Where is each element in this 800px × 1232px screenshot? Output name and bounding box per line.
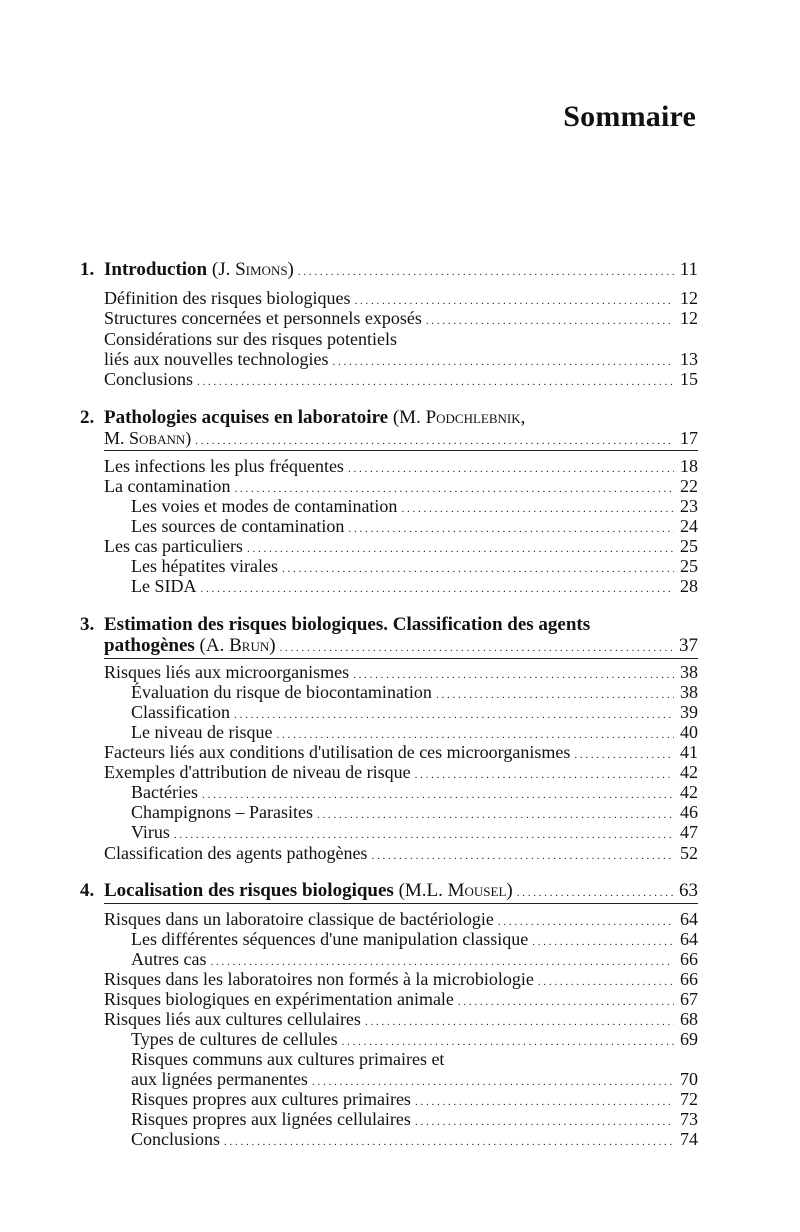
page-number: 24 xyxy=(680,516,698,536)
toc-item xyxy=(104,349,698,369)
toc-section-3 xyxy=(80,615,698,635)
toc-item xyxy=(104,969,698,989)
toc-item-label: Les cas particuliers xyxy=(104,536,243,556)
toc-subitem xyxy=(131,722,698,742)
toc-section-3-continued xyxy=(104,636,698,656)
toc-item-label: Risques dans un laboratoire classique de bactériologie xyxy=(104,909,494,929)
section-number: 1. xyxy=(80,259,95,280)
toc-item-label: Risques propres aux lignées cellulaires xyxy=(131,1109,411,1129)
page-number: 69 xyxy=(680,1029,698,1049)
section-number: 3. xyxy=(80,614,95,635)
page-number: 68 xyxy=(680,1009,698,1029)
toc-subitem xyxy=(131,1069,698,1089)
page-number: 41 xyxy=(680,742,698,762)
page-number: 63 xyxy=(679,880,698,901)
page-number: 25 xyxy=(680,556,698,576)
section-heading: Estimation des risques biologiques. Classification des agents xyxy=(104,614,591,635)
toc-item-label: Définition des risques biologiques xyxy=(104,288,351,308)
toc-subitem xyxy=(131,949,698,969)
toc-item-label: liés aux nouvelles technologies xyxy=(104,349,329,369)
section-divider xyxy=(104,658,698,659)
toc-subitem xyxy=(131,1109,698,1129)
page-number: 12 xyxy=(680,308,698,328)
toc-item-label: Les sources de contamination xyxy=(131,516,345,536)
section-divider xyxy=(104,450,698,451)
dot-leader xyxy=(517,881,673,903)
section-author: (A. Brun) xyxy=(199,635,276,656)
page-number: 67 xyxy=(680,989,698,1009)
section-divider xyxy=(104,903,698,904)
toc-item-label: Autres cas xyxy=(131,949,207,969)
toc-item-label: Exemples d'attribution de niveau de risque xyxy=(104,762,411,782)
toc-subitem xyxy=(131,1049,698,1069)
dot-leader xyxy=(197,369,672,392)
toc-subitem xyxy=(131,1089,698,1109)
toc-item-label: Le SIDA xyxy=(131,576,197,596)
section-heading: Localisation des risques biologiques xyxy=(104,880,394,901)
page-number: 18 xyxy=(680,456,698,476)
dot-leader xyxy=(195,428,671,451)
toc-item-label: Considérations sur des risques potentiels xyxy=(104,329,397,349)
toc-item-label: Conclusions xyxy=(104,369,194,389)
toc-subitem xyxy=(131,682,698,702)
section-author: (M. Podchlebnik, xyxy=(392,407,526,428)
section-heading-continued: pathogènes xyxy=(104,635,195,656)
toc-item xyxy=(104,329,698,349)
toc-item-label: La contamination xyxy=(104,476,231,496)
dot-leader xyxy=(371,843,674,866)
toc-item xyxy=(104,909,698,929)
toc-item-label: Risques liés aux cultures cellulaires xyxy=(104,1009,361,1029)
toc-item xyxy=(104,989,698,1009)
toc-item-label: Risques liés aux microorganismes xyxy=(104,662,350,682)
toc-section-2-continued xyxy=(104,428,698,448)
toc-subitem xyxy=(131,929,698,949)
toc-subitem xyxy=(131,822,698,842)
page-number: 13 xyxy=(680,349,698,369)
toc-section-1 xyxy=(80,260,698,280)
section-author: (J. Simons) xyxy=(211,259,294,280)
toc-item-label: Risques communs aux cultures primaires et xyxy=(131,1049,445,1069)
toc-item xyxy=(104,1009,698,1029)
toc-item xyxy=(104,742,698,762)
dot-leader xyxy=(201,576,672,599)
page-number: 52 xyxy=(680,843,698,863)
toc-item-label: Structures concernées et personnels exposés xyxy=(104,308,422,328)
toc-item xyxy=(104,456,698,476)
page-number: 15 xyxy=(680,369,698,389)
toc-item-label: Risques biologiques en expérimentation animale xyxy=(104,989,454,1009)
page-number: 37 xyxy=(679,635,698,656)
page-number: 47 xyxy=(680,822,698,842)
page-number: 40 xyxy=(680,722,698,742)
toc-item-label: Risques dans les laboratoires non formés à la microbiologie xyxy=(104,969,534,989)
section-number: 4. xyxy=(80,880,95,901)
toc-item-label: Virus xyxy=(131,822,170,842)
toc-subitem xyxy=(131,802,698,822)
section-author-continued: M. Sobann) xyxy=(104,428,192,448)
toc-subitem xyxy=(131,516,698,536)
toc-item xyxy=(104,308,698,328)
toc-item-label: Classification xyxy=(131,702,230,722)
toc-section-4 xyxy=(80,881,698,901)
toc-subitem xyxy=(131,1129,698,1149)
page-number: 38 xyxy=(680,662,698,682)
page-number: 46 xyxy=(680,802,698,822)
page-number: 38 xyxy=(680,682,698,702)
toc-subitem xyxy=(131,496,698,516)
page-number: 23 xyxy=(680,496,698,516)
page-number: 74 xyxy=(680,1129,698,1149)
toc-item-label: Classification des agents pathogènes xyxy=(104,843,368,863)
page-number: 66 xyxy=(680,969,698,989)
toc-item xyxy=(104,662,698,682)
page-number: 66 xyxy=(680,949,698,969)
toc-subitem xyxy=(131,782,698,802)
toc-item-label: Évaluation du risque de biocontamination xyxy=(131,682,432,702)
toc-item-label: Les voies et modes de contamination xyxy=(131,496,398,516)
page-number: 64 xyxy=(680,929,698,949)
toc-item xyxy=(104,843,698,863)
toc-item-label: Champignons – Parasites xyxy=(131,802,313,822)
dot-leader xyxy=(298,260,674,282)
toc-subitem xyxy=(131,556,698,576)
page-number: 42 xyxy=(680,782,698,802)
toc-item xyxy=(104,762,698,782)
toc-item-label: Le niveau de risque xyxy=(131,722,273,742)
page-number: 11 xyxy=(679,259,698,280)
toc-item-label: Conclusions xyxy=(131,1129,221,1149)
dot-leader xyxy=(224,1129,673,1152)
dot-leader xyxy=(280,636,673,658)
toc-section-2 xyxy=(80,408,698,428)
page-number: 70 xyxy=(680,1069,698,1089)
section-number: 2. xyxy=(80,407,95,428)
toc-item-label: Risques propres aux cultures primaires xyxy=(131,1089,411,1109)
page-number: 72 xyxy=(680,1089,698,1109)
toc-item xyxy=(104,476,698,496)
page-number: 17 xyxy=(680,428,698,448)
page-number: 12 xyxy=(680,288,698,308)
section-heading: Pathologies acquises en laboratoire xyxy=(104,407,389,428)
page-number: 73 xyxy=(680,1109,698,1129)
section-author: (M.L. Mousel) xyxy=(398,880,513,901)
dot-leader xyxy=(426,308,674,331)
toc-subitem xyxy=(131,576,698,596)
toc-subitem xyxy=(131,1029,698,1049)
toc-item-label: Facteurs liés aux conditions d'utilisation de ces microorganismes xyxy=(104,742,571,762)
toc-item-label: Les infections les plus fréquentes xyxy=(104,456,344,476)
toc-item-label: Les différentes séquences d'une manipulation classique xyxy=(131,929,529,949)
toc-item-label: Bactéries xyxy=(131,782,198,802)
toc-subitem xyxy=(131,702,698,722)
page-title: Sommaire xyxy=(563,100,696,133)
toc-item-label: Types de cultures de cellules xyxy=(131,1029,338,1049)
page-number: 28 xyxy=(680,576,698,596)
toc-item xyxy=(104,288,698,308)
page-number: 22 xyxy=(680,476,698,496)
toc-item-label: Les hépatites virales xyxy=(131,556,278,576)
toc-item-label: aux lignées permanentes xyxy=(131,1069,308,1089)
toc-item xyxy=(104,369,698,389)
page-number: 39 xyxy=(680,702,698,722)
section-heading: Introduction xyxy=(104,259,208,280)
page-number: 42 xyxy=(680,762,698,782)
toc-item xyxy=(104,536,698,556)
page-number: 25 xyxy=(680,536,698,556)
dot-leader xyxy=(174,822,671,845)
page-number: 64 xyxy=(680,909,698,929)
